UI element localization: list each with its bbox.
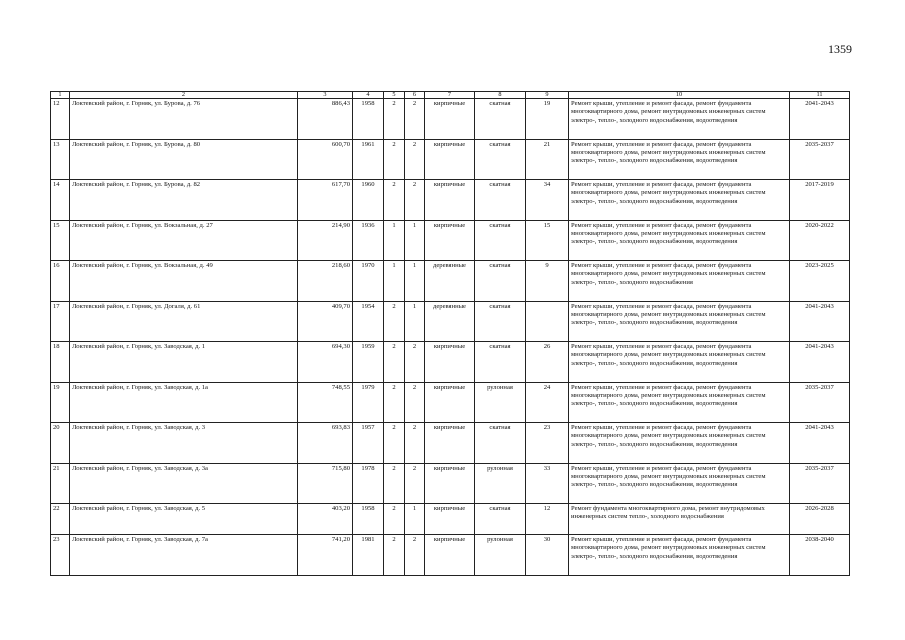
- row-number-cell: 17: [51, 301, 70, 342]
- year-cell: 1954: [353, 301, 384, 342]
- repair-works-cell: Ремонт крыши, утепление и ремонт фасада, ремонт фундамента многоквартирного дома, ремонт внутридомовых инженерных систем электро-, тепло-, холодного водоснабжения, водоотведения: [569, 382, 790, 423]
- area-cell: 409,70: [298, 301, 353, 342]
- floors-cell: 2: [384, 504, 405, 535]
- roof-type-cell: скатная: [475, 99, 526, 140]
- repair-works-cell: Ремонт крыши, утепление и ремонт фасада, ремонт фундамента многоквартирного дома, ремонт внутридомовых инженерных систем электро-, тепло-, холодного водоснабжения, водоотведения: [569, 423, 790, 464]
- column-header: 3: [298, 92, 353, 99]
- year-cell: 1960: [353, 180, 384, 221]
- wall-material-cell: кирпичные: [425, 423, 475, 464]
- repair-period-cell: 2035-2037: [790, 463, 850, 504]
- table-row: [51, 423, 850, 464]
- area-cell: 214,90: [298, 220, 353, 261]
- entrances-cell: 1: [405, 301, 425, 342]
- roof-type-cell: скатная: [475, 180, 526, 221]
- entrances-cell: 1: [405, 261, 425, 302]
- row-number-cell: 18: [51, 342, 70, 383]
- wall-material-cell: деревянные: [425, 301, 475, 342]
- entrances-cell: 1: [405, 220, 425, 261]
- repair-works-cell: Ремонт крыши, утепление и ремонт фасада, ремонт фундамента многоквартирного дома, ремонт внутридомовых инженерных систем электро-, тепло-, холодного водоснабжения, водоотведения: [569, 180, 790, 221]
- year-cell: 1958: [353, 504, 384, 535]
- wall-material-cell: кирпичные: [425, 99, 475, 140]
- repair-period-cell: 2038-2040: [790, 535, 850, 576]
- address-cell: Локтевский район, г. Горняк, ул. Заводская, д. 3а: [70, 463, 298, 504]
- units-cell: 34: [526, 180, 569, 221]
- year-cell: 1958: [353, 99, 384, 140]
- floors-cell: 1: [384, 220, 405, 261]
- repair-period-cell: 2026-2028: [790, 504, 850, 535]
- floors-cell: 2: [384, 180, 405, 221]
- area-cell: 617,70: [298, 180, 353, 221]
- wall-material-cell: кирпичные: [425, 342, 475, 383]
- year-cell: 1959: [353, 342, 384, 383]
- table-row: [51, 261, 850, 302]
- address-cell: Локтевский район, г. Горняк, ул. Бурова, д. 80: [70, 139, 298, 180]
- row-number-cell: 13: [51, 139, 70, 180]
- column-header: 5: [384, 92, 405, 99]
- wall-material-cell: деревянные: [425, 261, 475, 302]
- table-row: [51, 342, 850, 383]
- entrances-cell: 2: [405, 99, 425, 140]
- entrances-cell: 2: [405, 382, 425, 423]
- floors-cell: 2: [384, 463, 405, 504]
- floors-cell: 2: [384, 301, 405, 342]
- column-header: 8: [475, 92, 526, 99]
- address-cell: Локтевский район, г. Горняк, ул. Бурова, д. 76: [70, 99, 298, 140]
- year-cell: 1936: [353, 220, 384, 261]
- repair-works-cell: Ремонт крыши, утепление и ремонт фасада, ремонт фундамента многоквартирного дома, ремонт внутридомовых инженерных систем электро-, тепло-, холодного водоснабжения, водоотведения: [569, 342, 790, 383]
- repair-period-cell: 2035-2037: [790, 382, 850, 423]
- table-row: [51, 301, 850, 342]
- units-cell: 33: [526, 463, 569, 504]
- units-cell: 24: [526, 382, 569, 423]
- roof-type-cell: рулонная: [475, 535, 526, 576]
- repair-works-cell: Ремонт крыши, утепление и ремонт фасада, ремонт фундамента многоквартирного дома, ремонт внутридомовых инженерных систем электро-, тепло-, холодного водоснабжения, водоотведения: [569, 463, 790, 504]
- area-cell: 741,20: [298, 535, 353, 576]
- area-cell: 600,70: [298, 139, 353, 180]
- units-cell: 23: [526, 423, 569, 464]
- repair-works-cell: Ремонт фундамента многоквартирного дома, ремонт внутридомовых инженерных систем тепло-, холодного водоснабжения: [569, 504, 790, 535]
- entrances-cell: 2: [405, 463, 425, 504]
- units-cell: 9: [526, 261, 569, 302]
- column-header: 6: [405, 92, 425, 99]
- floors-cell: 1: [384, 261, 405, 302]
- roof-type-cell: рулонная: [475, 463, 526, 504]
- address-cell: Локтевский район, г. Горняк, ул. Заводская, д. 7а: [70, 535, 298, 576]
- roof-type-cell: скатная: [475, 220, 526, 261]
- area-cell: 693,83: [298, 423, 353, 464]
- roof-type-cell: скатная: [475, 301, 526, 342]
- row-number-cell: 15: [51, 220, 70, 261]
- entrances-cell: 2: [405, 139, 425, 180]
- wall-material-cell: кирпичные: [425, 382, 475, 423]
- area-cell: 694,30: [298, 342, 353, 383]
- row-number-cell: 22: [51, 504, 70, 535]
- row-number-cell: 20: [51, 423, 70, 464]
- wall-material-cell: кирпичные: [425, 220, 475, 261]
- area-cell: 748,55: [298, 382, 353, 423]
- wall-material-cell: кирпичные: [425, 504, 475, 535]
- roof-type-cell: рулонная: [475, 382, 526, 423]
- address-cell: Локтевский район, г. Горняк, ул. Заводская, д. 1а: [70, 382, 298, 423]
- table-row: [51, 382, 850, 423]
- roof-type-cell: скатная: [475, 261, 526, 302]
- repair-period-cell: 2041-2043: [790, 99, 850, 140]
- table-row: [51, 463, 850, 504]
- floors-cell: 2: [384, 535, 405, 576]
- column-header: 1: [51, 92, 70, 99]
- floors-cell: 2: [384, 99, 405, 140]
- row-number-cell: 23: [51, 535, 70, 576]
- floors-cell: 2: [384, 382, 405, 423]
- repair-works-cell: Ремонт крыши, утепление и ремонт фасада, ремонт фундамента многоквартирного дома, ремонт внутридомовых инженерных систем электро-, тепло-, холодного водоснабжения, водоотведения: [569, 535, 790, 576]
- table-row: [51, 99, 850, 140]
- address-cell: Локтевский район, г. Горняк, ул. Заводская, д. 1: [70, 342, 298, 383]
- wall-material-cell: кирпичные: [425, 139, 475, 180]
- year-cell: 1981: [353, 535, 384, 576]
- year-cell: 1957: [353, 423, 384, 464]
- entrances-cell: 1: [405, 504, 425, 535]
- repair-works-cell: Ремонт крыши, утепление и ремонт фасада, ремонт фундамента многоквартирного дома, ремонт внутридомовых инженерных систем электро-, тепло-, холодного водоснабжения, водоотведения: [569, 99, 790, 140]
- repair-works-cell: Ремонт крыши, утепление и ремонт фасада, ремонт фундамента многоквартирного дома, ремонт внутридомовых инженерных систем электро-, тепло-, холодного водоснабжения, водоотведения: [569, 220, 790, 261]
- wall-material-cell: кирпичные: [425, 535, 475, 576]
- address-cell: Локтевский район, г. Горняк, ул. Вокзальная, д. 49: [70, 261, 298, 302]
- area-cell: 715,80: [298, 463, 353, 504]
- repair-period-cell: 2041-2043: [790, 301, 850, 342]
- year-cell: 1978: [353, 463, 384, 504]
- year-cell: 1979: [353, 382, 384, 423]
- repair-period-cell: 2041-2043: [790, 423, 850, 464]
- units-cell: [526, 301, 569, 342]
- row-number-cell: 12: [51, 99, 70, 140]
- address-cell: Локтевский район, г. Горняк, ул. Бурова, д. 82: [70, 180, 298, 221]
- units-cell: 21: [526, 139, 569, 180]
- wall-material-cell: кирпичные: [425, 463, 475, 504]
- column-header: 9: [526, 92, 569, 99]
- row-number-cell: 16: [51, 261, 70, 302]
- entrances-cell: 2: [405, 342, 425, 383]
- year-cell: 1961: [353, 139, 384, 180]
- repair-period-cell: 2035-2037: [790, 139, 850, 180]
- units-cell: 19: [526, 99, 569, 140]
- units-cell: 12: [526, 504, 569, 535]
- wall-material-cell: кирпичные: [425, 180, 475, 221]
- year-cell: 1970: [353, 261, 384, 302]
- row-number-cell: 19: [51, 382, 70, 423]
- roof-type-cell: скатная: [475, 139, 526, 180]
- entrances-cell: 2: [405, 423, 425, 464]
- table-row: [51, 220, 850, 261]
- floors-cell: 2: [384, 342, 405, 383]
- repair-works-cell: Ремонт крыши, утепление и ремонт фасада, ремонт фундамента многоквартирного дома, ремонт внутридомовых инженерных систем электро-, тепло-, холодного водоснабжения, водоотведения: [569, 301, 790, 342]
- repair-period-cell: 2020-2022: [790, 220, 850, 261]
- table-body: [51, 99, 850, 576]
- table-row: [51, 535, 850, 576]
- column-header: 10: [569, 92, 790, 99]
- column-header: 11: [790, 92, 850, 99]
- row-number-cell: 14: [51, 180, 70, 221]
- housing-repair-table: [50, 91, 850, 576]
- roof-type-cell: скатная: [475, 342, 526, 383]
- column-header: 4: [353, 92, 384, 99]
- entrances-cell: 2: [405, 535, 425, 576]
- units-cell: 30: [526, 535, 569, 576]
- repair-works-cell: Ремонт крыши, утепление и ремонт фасада, ремонт фундамента многоквартирного дома, ремонт внутридомовых инженерных систем электро-, тепло-, холодного водоснабжения: [569, 261, 790, 302]
- units-cell: 15: [526, 220, 569, 261]
- table-row: [51, 139, 850, 180]
- repair-period-cell: 2041-2043: [790, 342, 850, 383]
- table-row: [51, 504, 850, 535]
- address-cell: Локтевский район, г. Горняк, ул. Заводская, д. 3: [70, 423, 298, 464]
- repair-works-cell: Ремонт крыши, утепление и ремонт фасада, ремонт фундамента многоквартирного дома, ремонт внутридомовых инженерных систем электро-, тепло-, холодного водоснабжения, водоотведения: [569, 139, 790, 180]
- column-number-row: [51, 92, 850, 99]
- column-header: 2: [70, 92, 298, 99]
- entrances-cell: 2: [405, 180, 425, 221]
- area-cell: 886,43: [298, 99, 353, 140]
- repair-period-cell: 2017-2019: [790, 180, 850, 221]
- floors-cell: 2: [384, 139, 405, 180]
- roof-type-cell: скатная: [475, 504, 526, 535]
- address-cell: Локтевский район, г. Горняк, ул. Вокзальная, д. 27: [70, 220, 298, 261]
- page-number: 1359: [828, 42, 852, 56]
- units-cell: 26: [526, 342, 569, 383]
- repair-period-cell: 2023-2025: [790, 261, 850, 302]
- area-cell: 218,60: [298, 261, 353, 302]
- area-cell: 403,20: [298, 504, 353, 535]
- address-cell: Локтевский район, г. Горняк, ул. Догаля, д. 61: [70, 301, 298, 342]
- floors-cell: 2: [384, 423, 405, 464]
- table-row: [51, 180, 850, 221]
- roof-type-cell: скатная: [475, 423, 526, 464]
- address-cell: Локтевский район, г. Горняк, ул. Заводская, д. 5: [70, 504, 298, 535]
- column-header: 7: [425, 92, 475, 99]
- row-number-cell: 21: [51, 463, 70, 504]
